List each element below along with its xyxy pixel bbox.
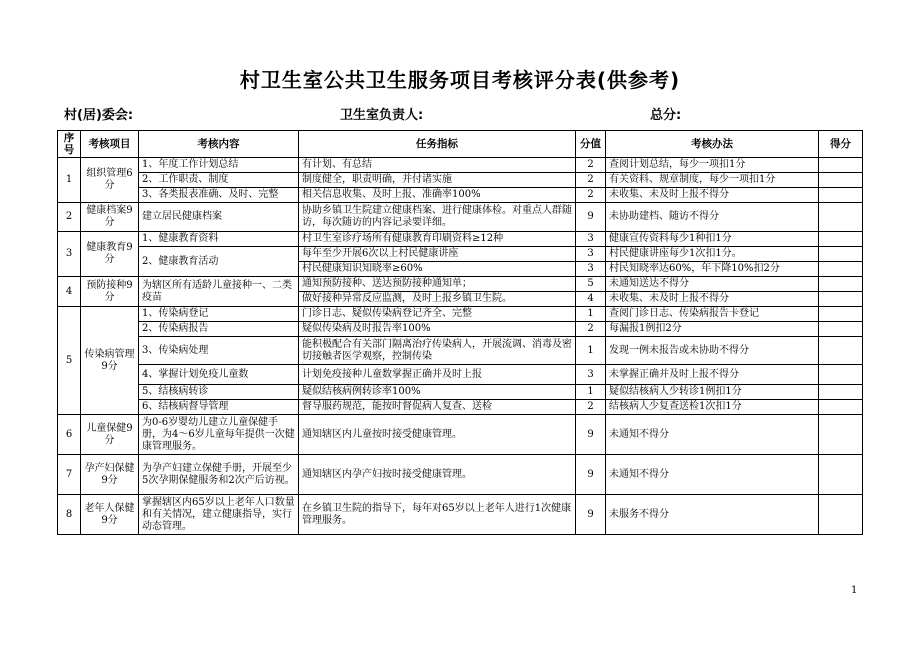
- row-points-cell[interactable]: [819, 277, 863, 292]
- row-indicator: 能积极配合有关部门隔离治疗传染病人，开展流调、消毒及密切接触者医学观察，控制传染: [299, 337, 576, 365]
- row-score: 9: [576, 455, 606, 495]
- table-row: [58, 365, 863, 385]
- row-content: 2、工作职责、制度: [139, 173, 299, 188]
- row-score: 1: [576, 385, 606, 400]
- row-points-cell[interactable]: [819, 455, 863, 495]
- row-score: 1: [576, 337, 606, 365]
- row-indicator: 有计划、有总结: [299, 158, 576, 173]
- row-indicator: 门诊日志、疑似传染病登记齐全、完整: [299, 307, 576, 322]
- row-indicator: 计划免疫接种儿童数掌握正确并及时上报: [299, 365, 576, 385]
- row-indicator: 村民健康知识知晓率≥60%: [299, 262, 576, 277]
- row-points-cell[interactable]: [819, 188, 863, 203]
- row-score: 9: [576, 203, 606, 232]
- row-score: 5: [576, 277, 606, 292]
- row-method: 村民知晓率达60%，年下降10%扣2分: [606, 262, 819, 277]
- row-score: 9: [576, 495, 606, 535]
- table-row: [58, 203, 863, 232]
- row-score: 2: [576, 188, 606, 203]
- table-row: [58, 322, 863, 337]
- row-score: 2: [576, 322, 606, 337]
- committee-label: 村(居)委会:: [64, 108, 134, 123]
- row-method: 每漏报1例扣2分: [606, 322, 819, 337]
- row-content: 3、各类报表准确、及时、完整: [139, 188, 299, 203]
- row-indicator: 协助乡镇卫生院建立健康档案、进行健康体检。对重点人群随访，每次随访的内容记录要详细。: [299, 203, 576, 232]
- row-no: 3: [58, 232, 81, 277]
- row-content: 2、健康教育活动: [139, 247, 299, 277]
- row-method: 疑似结核病人少转诊1例扣1分: [606, 385, 819, 400]
- row-no: 5: [58, 307, 81, 415]
- table-row: [58, 188, 863, 203]
- page-number: 1: [851, 585, 858, 596]
- row-content: 5、结核病转诊: [139, 385, 299, 400]
- row-item: 预防接种9分: [81, 277, 139, 307]
- table-row: [58, 415, 863, 455]
- row-method: 未协助建档、随访不得分: [606, 203, 819, 232]
- row-method: 未掌握正确并及时上报不得分: [606, 365, 819, 385]
- row-points-cell[interactable]: [819, 307, 863, 322]
- col-header-points: 得分: [819, 131, 863, 158]
- row-points-cell[interactable]: [819, 292, 863, 307]
- row-score: 1: [576, 307, 606, 322]
- col-header-item: 考核项目: [81, 131, 139, 158]
- row-score: 2: [576, 400, 606, 415]
- row-method: 发现一例未报告或未协助不得分: [606, 337, 819, 365]
- row-score: 2: [576, 173, 606, 188]
- row-indicator: 在乡镇卫生院的指导下，每年对65岁以上老年人进行1次健康管理服务。: [299, 495, 576, 535]
- row-method: 未通知不得分: [606, 455, 819, 495]
- row-no: 4: [58, 277, 81, 307]
- row-indicator: 疑似传染病及时报告率100%: [299, 322, 576, 337]
- row-method: 未通知不得分: [606, 415, 819, 455]
- row-method: 结核病人少复查送检1次扣1分: [606, 400, 819, 415]
- row-points-cell[interactable]: [819, 232, 863, 247]
- row-no: 8: [58, 495, 81, 535]
- director-label: 卫生室负责人:: [340, 108, 424, 123]
- row-item: 传染病管理9分: [81, 307, 139, 415]
- row-points-cell[interactable]: [819, 400, 863, 415]
- row-method: 未通知送达不得分: [606, 277, 819, 292]
- score-table: [57, 130, 863, 535]
- row-content: 2、传染病报告: [139, 322, 299, 337]
- row-no: 2: [58, 203, 81, 232]
- row-indicator: 村卫生室诊疗场所有健康教育印刷资料≥12种: [299, 232, 576, 247]
- row-method: 查阅门诊日志、传染病报告卡登记: [606, 307, 819, 322]
- row-indicator: 督导服药规范，能按时督促病人复查、送检: [299, 400, 576, 415]
- table-row: [58, 247, 863, 262]
- row-item: 健康档案9分: [81, 203, 139, 232]
- row-score: 3: [576, 365, 606, 385]
- col-header-content: 考核内容: [139, 131, 299, 158]
- row-no: 7: [58, 455, 81, 495]
- row-indicator: 通知辖区内儿童按时接受健康管理。: [299, 415, 576, 455]
- row-content: 建立居民健康档案: [139, 203, 299, 232]
- table-row: [58, 400, 863, 415]
- row-method: 未收集、未及时上报不得分: [606, 188, 819, 203]
- table-row: [58, 173, 863, 188]
- row-score: 2: [576, 158, 606, 173]
- row-method: 未收集、未及时上报不得分: [606, 292, 819, 307]
- row-indicator: 疑似结核病例转诊率100%: [299, 385, 576, 400]
- row-points-cell[interactable]: [819, 322, 863, 337]
- page-title: 村卫生室公共卫生服务项目考核评分表(供参考): [239, 68, 681, 92]
- table-row: [58, 455, 863, 495]
- row-method: 未服务不得分: [606, 495, 819, 535]
- row-points-cell[interactable]: [819, 262, 863, 277]
- table-row: [58, 337, 863, 365]
- row-points-cell[interactable]: [819, 495, 863, 535]
- row-score: 4: [576, 292, 606, 307]
- row-no: 1: [58, 158, 81, 203]
- col-header-no: 序号: [58, 131, 81, 158]
- table-row: [58, 158, 863, 173]
- row-points-cell[interactable]: [819, 173, 863, 188]
- row-method: 有关资料、规章制度，每少一项扣1分: [606, 173, 819, 188]
- table-row: [58, 385, 863, 400]
- row-content: 1、年度工作计划总结: [139, 158, 299, 173]
- row-indicator: 相关信息收集、及时上报、准确率100%: [299, 188, 576, 203]
- col-header-score: 分值: [576, 131, 606, 158]
- row-score: 3: [576, 247, 606, 262]
- col-header-method: 考核办法: [606, 131, 819, 158]
- table-row: [58, 495, 863, 535]
- row-points-cell[interactable]: [819, 385, 863, 400]
- row-item: 组织管理6分: [81, 158, 139, 203]
- row-method: 健康宣传资料每少1种扣1分: [606, 232, 819, 247]
- row-content: 为孕产妇建立保健手册，开展至少5次孕期保健服务和2次产后访视。: [139, 455, 299, 495]
- col-header-indicator: 任务指标: [299, 131, 576, 158]
- row-points-cell[interactable]: [819, 337, 863, 365]
- row-score: 3: [576, 262, 606, 277]
- row-indicator: 制度健全，职责明确，并付诸实施: [299, 173, 576, 188]
- table-row: [58, 232, 863, 247]
- row-content: 掌握辖区内65岁以上老年人口数量和有关情况，建立健康指导，实行动态管理。: [139, 495, 299, 535]
- row-indicator: 通知辖区内孕产妇按时接受健康管理。: [299, 455, 576, 495]
- table-row: [58, 307, 863, 322]
- row-points-cell[interactable]: [819, 415, 863, 455]
- row-points-cell[interactable]: [819, 365, 863, 385]
- row-method: 村民健康讲座每少1次扣1分。: [606, 247, 819, 262]
- row-item: 老年人保健9分: [81, 495, 139, 535]
- row-item: 儿童保健9分: [81, 415, 139, 455]
- row-score: 9: [576, 415, 606, 455]
- row-indicator: 通知预防接种、送达预防接种通知单；: [299, 277, 576, 292]
- row-points-cell[interactable]: [819, 158, 863, 173]
- row-no: 6: [58, 415, 81, 455]
- row-content: 为0-6岁婴幼儿建立儿童保健手册，为4～6岁儿童每年提供一次健康管理服务。: [139, 415, 299, 455]
- row-method: 查阅计划总结，每少一项扣1分: [606, 158, 819, 173]
- row-indicator: 每年至少开展6次以上村民健康讲座: [299, 247, 576, 262]
- row-score: 3: [576, 232, 606, 247]
- table-row: [58, 277, 863, 292]
- row-content: 为辖区所有适龄儿童接种一、二类疫苗: [139, 277, 299, 307]
- row-item: 孕产妇保健9分: [81, 455, 139, 495]
- row-content: 1、传染病登记: [139, 307, 299, 322]
- row-item: 健康教育9分: [81, 232, 139, 277]
- row-points-cell[interactable]: [819, 203, 863, 232]
- total-label: 总分:: [650, 108, 682, 123]
- row-content: 1、健康教育资料: [139, 232, 299, 247]
- row-indicator: 做好接种异常反应监测，及时上报乡镇卫生院。: [299, 292, 576, 307]
- row-points-cell[interactable]: [819, 247, 863, 262]
- row-content: 6、结核病督导管理: [139, 400, 299, 415]
- table-header-row: [58, 131, 863, 158]
- row-content: 4、掌握计划免疫儿童数: [139, 365, 299, 385]
- row-content: 3、传染病处理: [139, 337, 299, 365]
